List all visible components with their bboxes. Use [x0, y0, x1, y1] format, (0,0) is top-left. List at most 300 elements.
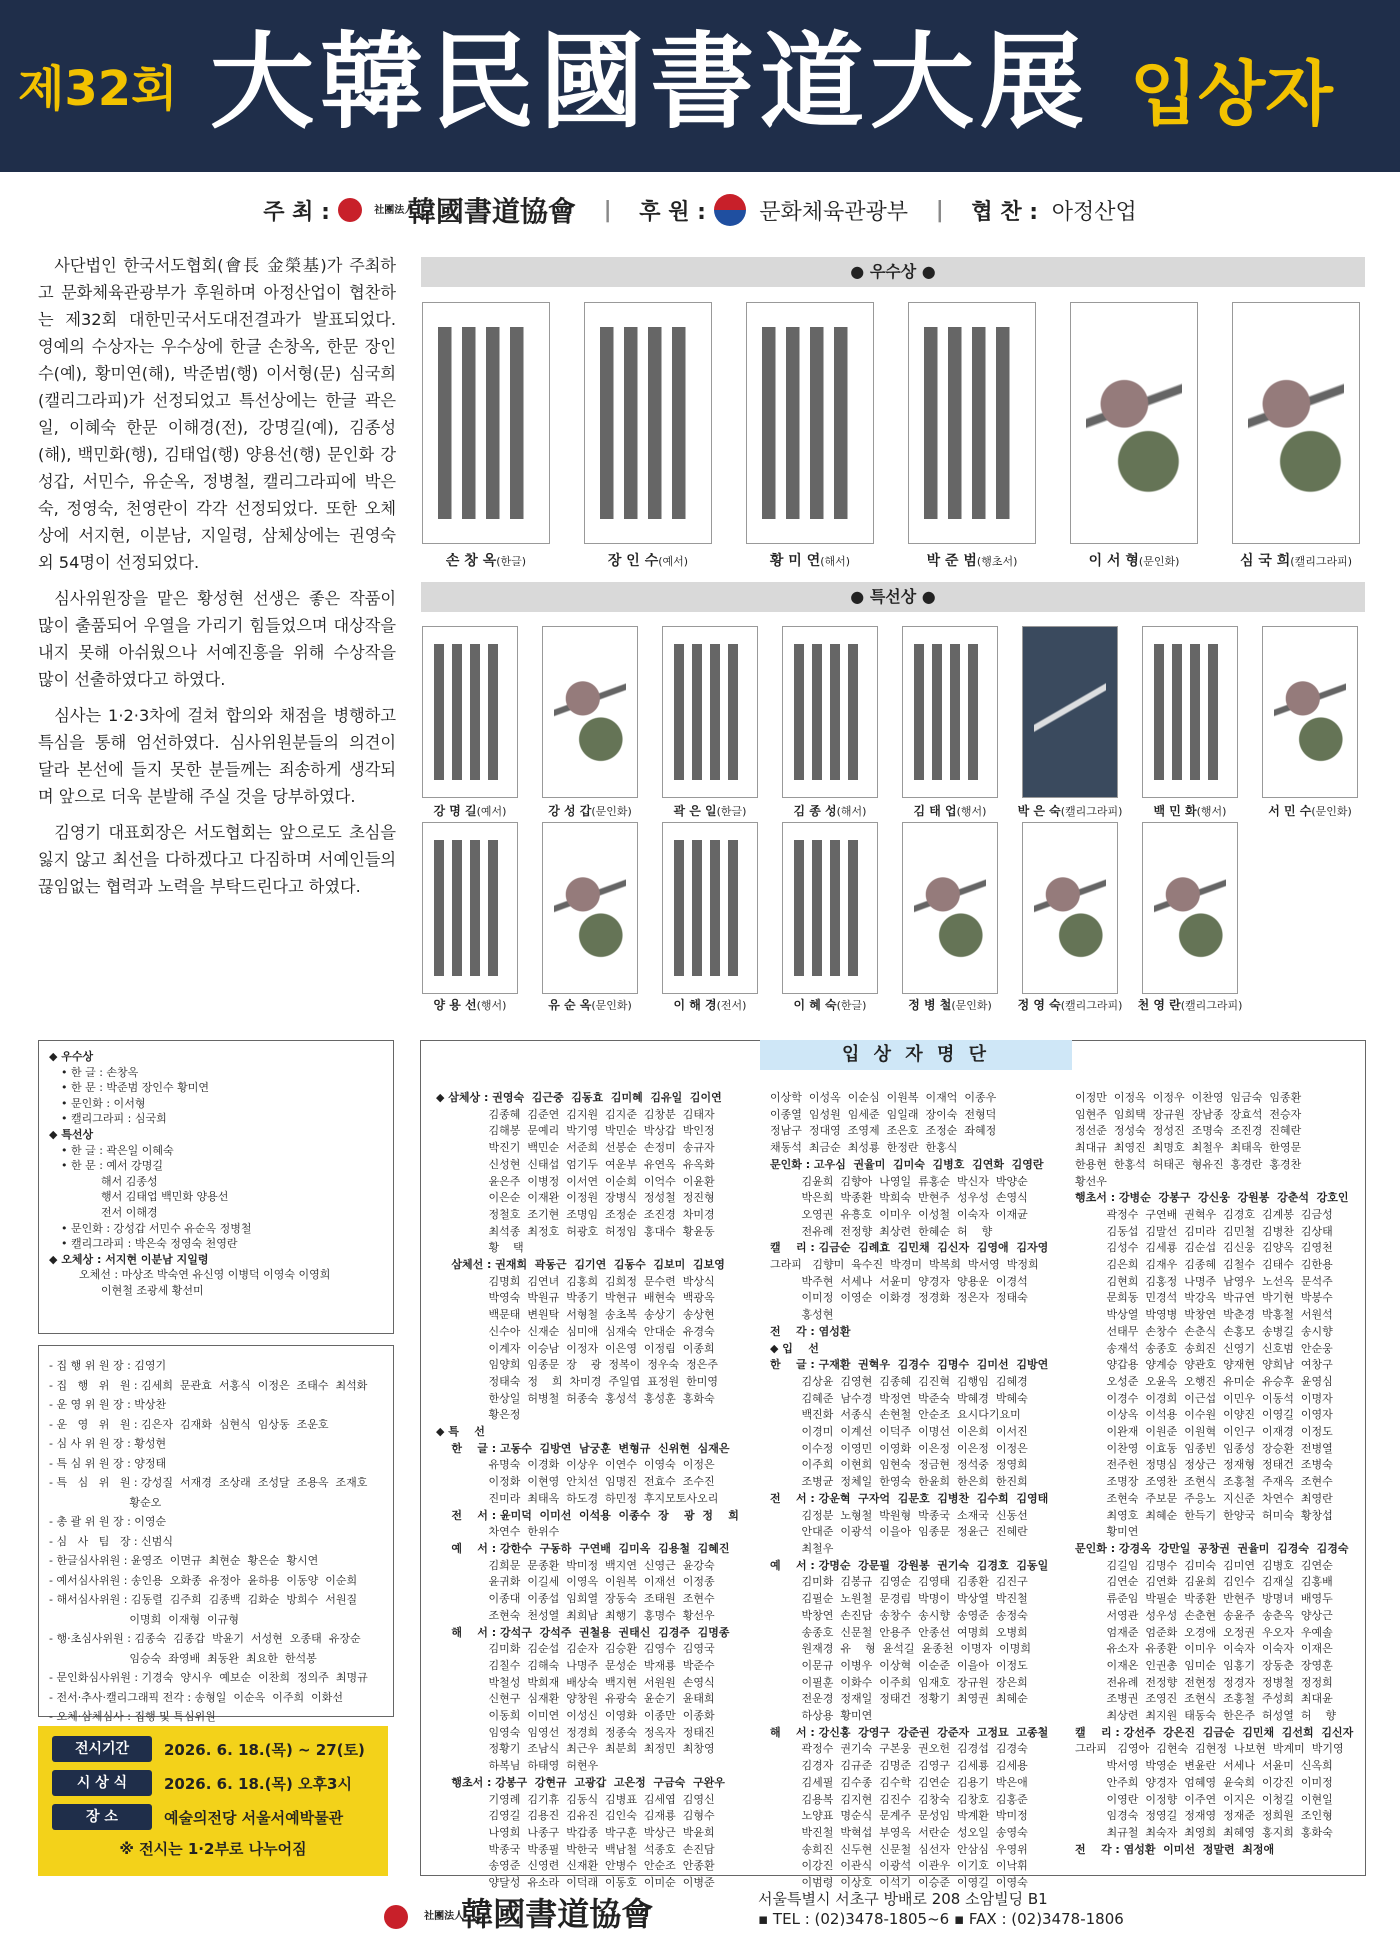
artwork-caption [532, 802, 648, 819]
artwork-image [1022, 822, 1118, 994]
committee-line: - 심 사 위 원 장 : 황성현 [49, 1437, 167, 1450]
winner-line: 전주헌 정명심 정상근 정재형 정태건 조병숙 [1075, 1458, 1333, 1472]
artwork-ink [434, 840, 505, 976]
winner-line: 캘 리 : 김금순 김례효 김민채 김신자 김영애 김자영 [770, 1241, 1049, 1255]
winner-line: 최상련 최지원 태동숙 한은주 허성열 허 향 [1075, 1709, 1337, 1723]
winner-line: 조명장 조영찬 조현식 조홍철 주재옥 조현수 [1075, 1475, 1333, 1489]
committee-line: - 총 괄 위 원 장 : 이영순 [49, 1515, 167, 1528]
winner-line: 백문태 변원탁 서형철 송초복 송상기 송상현 [436, 1308, 715, 1322]
artwork-image [422, 626, 518, 798]
artwork-caption [532, 996, 648, 1013]
edition-label: 제32회 [18, 61, 178, 117]
winner-line: 김상윤 김영현 김종혜 김진혁 김행임 김혜경 [770, 1374, 1028, 1388]
winner-line: 이강진 이관식 이광석 이관우 이기호 이낙휘 [770, 1859, 1028, 1873]
awards-summary-box [38, 1040, 394, 1334]
award-line: 해서 김종성 [101, 1174, 158, 1188]
winner-line: 예 서 : 강한수 구동하 구연배 김미옥 김용철 김혜진 [436, 1541, 730, 1555]
winner-line: 이정화 이현영 안치선 임명진 전효수 조수진 [436, 1475, 715, 1489]
award-value: 2026. 6. 18.(목) 오후3시 [164, 1774, 352, 1793]
artwork-image [662, 626, 758, 798]
artwork-image [422, 822, 518, 994]
winner-line: 김필순 노원철 문경림 박명이 박상열 박진철 [770, 1592, 1028, 1606]
artwork-caption [892, 996, 1008, 1013]
winner-line: 박서영 박영순 변윤란 서세나 서윤미 신옥희 [1075, 1759, 1333, 1773]
winner-line: 문인화 : 강경옥 강만일 공창권 권율미 김경숙 김경숙 [1075, 1541, 1349, 1555]
artwork-caption [1132, 996, 1248, 1013]
winner-line: 이상옥 이석용 이수원 이양진 이영길 이영자 [1075, 1408, 1333, 1422]
artist-name: 강 명 길 [433, 804, 477, 818]
artwork-image [1022, 626, 1118, 798]
artwork-image [782, 626, 878, 798]
period-row [52, 1736, 374, 1762]
committee-line: - 행·초심사위원 : 김종숙 김종갑 박윤기 서성현 오종태 유장순 [49, 1632, 361, 1645]
award-line: • 한 문 : 예서 강명길 [61, 1159, 164, 1173]
committee-line: - 문인화심사위원 : 기경숙 양시우 예보순 이찬희 정의주 최명규 [49, 1671, 368, 1684]
winner-line: 이종대 이종섭 임희열 장동숙 조태원 조현수 [436, 1592, 715, 1606]
winner-line: 백진화 서종식 손현철 안순조 요시다기요미 [770, 1408, 1021, 1422]
award-line: 오체선 : 마상조 박숙연 유신영 이병덕 이영숙 이영희 [79, 1268, 331, 1282]
artwork-category: (문인화) [591, 999, 632, 1012]
exhibit-info-box [38, 1726, 388, 1876]
winner-line: 한용현 한홍석 허태곤 형유진 홍경란 홍경찬 [1075, 1157, 1302, 1171]
artist-name: 정 영 숙 [1017, 998, 1061, 1012]
winner-line: 최규철 최숙자 최영희 최혜영 홍지희 홍화숙 [1075, 1825, 1333, 1839]
artist-name: 백 민 화 [1153, 804, 1197, 818]
winner-line: 해 서 : 강석구 강석주 권철용 권태신 김경주 김명종 [436, 1625, 730, 1639]
winner-line: 황은정 [436, 1408, 521, 1422]
committee-line: - 특 심 위 원 : 강성질 서재경 조상래 조성달 조용옥 조재호 [49, 1476, 368, 1489]
winners-list-title: 입 상 자 명 단 [760, 1040, 1072, 1070]
committee-line: - 전서·추사·캘리그래픽 전각 : 송형일 이순옥 이주희 이화선 [49, 1690, 344, 1704]
support-name: 문화체육관광부 [759, 199, 909, 225]
footer-org-name: 韓國書道協會 [461, 1895, 654, 1933]
artist-name: 곽 은 일 [673, 804, 717, 818]
winner-line: 정황기 조남식 최근우 최분희 최정민 최창영 [436, 1742, 715, 1756]
artwork-ink [1274, 644, 1345, 780]
winner-line: 선태무 손창수 손춘식 손홍모 송병길 송시향 [1075, 1324, 1333, 1338]
committee-line: - 운 영 위 원 장 : 박상찬 [49, 1398, 167, 1411]
artwork-category: (예서) [476, 805, 507, 818]
venue-label: 장 소 [52, 1804, 152, 1830]
artwork-ink [914, 644, 985, 780]
committee-line: 황순오 [49, 1495, 162, 1509]
footer-contact: ▪ TEL : (02)3478-1805~6 ▪ FAX : (02)3478-1806 [758, 1910, 1124, 1928]
winner-line: 조병균 정체일 한영숙 한윤희 한은희 한진희 [770, 1475, 1028, 1489]
award-line: ◆ 특선상 [49, 1127, 94, 1141]
winner-line: 곽정수 권기숙 구본웅 권오헌 김경섭 김경숙 [770, 1742, 1028, 1756]
artwork-caption [892, 802, 1008, 819]
artwork-category: (문인화) [591, 805, 632, 818]
winner-line: 안주희 양경자 엄혜영 윤숙희 이강진 이미정 [1075, 1775, 1333, 1789]
artwork-image [542, 626, 638, 798]
winner-line: 박진기 백민순 서준희 선봉순 손정미 송규자 [436, 1141, 715, 1155]
winner-line: 해 서 : 강신홍 강영구 강준권 강준자 고정묘 고종철 [770, 1725, 1049, 1739]
winner-line: 이은순 이재완 이정원 장병식 정성철 정진형 [436, 1191, 715, 1205]
divider: | [603, 197, 612, 223]
winner-line: 김은희 김재우 김종혜 김철수 김태수 김한용 [1075, 1258, 1333, 1272]
artwork-caption [1132, 802, 1248, 819]
winner-line: 황 택 [436, 1241, 524, 1255]
winner-line: 김영길 김용진 김유진 김인숙 김재룡 김형수 [436, 1809, 715, 1823]
footer-address: 서울특별시 서초구 방배로 208 소암빌딩 B1 [758, 1890, 1048, 1908]
winner-line: 윤귀화 이길세 이영옥 이원복 이재선 이정종 [436, 1575, 715, 1589]
artwork-category: (예서) [658, 555, 689, 568]
artwork-image [1262, 626, 1358, 798]
winner-line: 이수정 이영민 이영화 이은정 이은정 이정은 [770, 1441, 1028, 1455]
winner-line: 김성수 김세룡 김순섭 김신웅 김양옥 김영천 [1075, 1241, 1333, 1255]
award-line: • 한 글 : 곽은일 이혜숙 [61, 1143, 174, 1157]
winner-line: 캘 리 : 강선주 강은진 김금순 김민채 김선희 김신자 [1075, 1725, 1354, 1739]
period-value: 2026. 6. 18.(목) ~ 27(토) [164, 1740, 365, 1759]
artwork-image [1142, 626, 1238, 798]
winner-line: 전 서 : 윤미덕 이미선 이석용 이종수 장 광 정 희 [436, 1508, 739, 1522]
artwork-image [584, 302, 712, 544]
winner-line: 김미화 김순섭 김순자 김승환 김영수 김영국 [436, 1642, 715, 1656]
winner-line: 박주현 서세나 서윤미 양경자 양용운 이경석 [770, 1274, 1028, 1288]
artwork-category: (행서) [1196, 805, 1227, 818]
winner-line: 김종혜 김준연 김지원 김지준 김창분 김태자 [436, 1107, 715, 1121]
winners-column-2 [770, 1090, 1070, 1890]
winner-line: 황선우 [1075, 1174, 1107, 1188]
winner-line: 조현숙 주보문 주응노 지신준 차연수 최영란 [1075, 1491, 1333, 1505]
artwork-ink [1034, 840, 1105, 976]
artwork-ink [674, 644, 745, 780]
committee-line: - 특 심 위 원 장 : 양정태 [49, 1456, 167, 1470]
artwork-ink [434, 644, 505, 780]
artwork-image [746, 302, 874, 544]
artwork-caption [412, 996, 528, 1013]
winner-line: 김윤희 김향아 나영일 류홍순 박신자 박양순 [770, 1174, 1028, 1188]
article-paragraph: 심사는 1·2·3차에 걸쳐 합의와 채점을 병행하고 특심을 통해 엄선하였다. 심사위원분들의 의견이 달라 본선에 들지 못한 분들께는 죄송하게 생각되며 앞으로 더욱 분발해 주실 것을 당부하였다. [38, 706, 396, 806]
artist-name: 강 성 갑 [548, 804, 592, 818]
artist-name: 손 창 옥 [445, 553, 497, 569]
winner-line: 송영준 신영련 신재환 안병수 안순조 안종환 [436, 1859, 715, 1873]
venue-value: 예술의전당 서울서예박물관 [164, 1808, 344, 1827]
winner-line: 송희진 신두현 신문철 심선자 안삼심 우영위 [770, 1842, 1028, 1856]
winner-line: 이문규 이병우 이상혁 이순준 이을아 이정도 [770, 1658, 1028, 1672]
winner-line: 유소자 유종환 이미우 이숙자 이숙자 이재은 [1075, 1642, 1333, 1656]
article-paragraph: 김영기 대표회장은 서도협회는 앞으로도 초심을 잃지 않고 최선을 다하겠다고 다짐하며 서예인들의 끊임없는 협력과 노력을 부탁드린다고 하였다. [38, 823, 396, 896]
winner-line: 이정만 이정옥 이정우 이찬영 임금숙 임종환 [1075, 1091, 1302, 1104]
winner-line: 윤은주 이병정 이서연 이순희 이억수 이윤환 [436, 1174, 715, 1188]
artwork-category: (전서) [716, 999, 747, 1012]
winner-line: 최영호 최혜순 한득기 한양국 허미숙 황창섭 [1075, 1508, 1333, 1522]
artist-name: 이 해 경 [673, 998, 717, 1012]
winner-line: 박진철 박혁섭 부영옥 서란순 성오일 송영숙 [770, 1825, 1028, 1839]
winner-line: 박종국 박종필 박한국 백남철 석종호 손진담 [436, 1842, 715, 1856]
artwork-ink [924, 327, 1020, 519]
artwork-image [1142, 822, 1238, 994]
artwork-ink [674, 840, 745, 976]
artwork-category: (행서) [956, 805, 987, 818]
winner-line: 이재온 인권총 임미순 임홍기 장동춘 장영훈 [1075, 1658, 1333, 1672]
winner-line: 홍성현 [770, 1308, 834, 1322]
winner-line: 이경수 이경희 이근섭 이민우 이동석 이명자 [1075, 1391, 1333, 1405]
winner-line: 한 글 : 구재환 권혁우 김경수 김명수 김미선 김방연 [770, 1358, 1049, 1372]
winner-line: 이동희 이미연 이성신 이영화 이종만 이종화 [436, 1709, 715, 1723]
winner-line: 조병권 조영진 조현식 조홍철 주성희 최대윤 [1075, 1692, 1333, 1706]
artwork-image [908, 302, 1036, 544]
artist-name: 박 준 범 [926, 553, 977, 569]
winner-line: 박창연 손진담 송창수 송시향 송영준 송정숙 [770, 1608, 1028, 1622]
winner-line: 김해봉 문예리 박기영 박민순 박상갑 박인정 [436, 1124, 715, 1138]
winner-line: 그라피 김향미 육수진 박경미 박복희 박서영 박정희 [770, 1258, 1039, 1272]
artwork-category: (캘리그라피) [1290, 555, 1353, 568]
winner-line: 김미화 김봉규 김영순 김영태 김종환 김진구 [770, 1575, 1028, 1589]
host-tag: 社團法人 [374, 204, 415, 216]
article-paragraph: 심사위원장을 맡은 황성현 선생은 좋은 작품이 많이 출품되어 우열을 가리기 힘들었으며 대상작을 내지 못해 아쉬웠으나 서예진흥을 위해 수상작을 많이 선출하였다고 하였다. [38, 589, 396, 689]
artwork-caption [772, 996, 888, 1013]
artwork-category: (캘리그라피) [1060, 999, 1123, 1012]
winner-line: 김연순 김연화 김윤희 김인수 김재실 김홍배 [1075, 1575, 1333, 1589]
winner-line: 박철성 박희재 배상숙 백지현 서원원 손영식 [436, 1675, 715, 1689]
artwork-ink [554, 840, 625, 976]
artwork-ink [794, 644, 865, 780]
artwork-image [1232, 302, 1360, 544]
winner-line: 전유례 전정향 전현정 정경자 정병철 정정희 [1075, 1675, 1333, 1689]
artwork-image [902, 626, 998, 798]
artwork-caption [1222, 550, 1370, 570]
winner-line: 김경자 김규준 김명준 김영구 김세룡 김세용 [770, 1759, 1028, 1773]
artist-name: 이 혜 숙 [793, 998, 837, 1012]
award-line: ◆ 우수상 [49, 1050, 94, 1063]
winner-line: 원재경 유 형 윤석길 윤종천 이명자 이명희 [770, 1642, 1032, 1656]
winner-line: 하복님 하태영 허현우 [436, 1759, 599, 1773]
artwork-caption [1012, 996, 1128, 1013]
winner-line: 전 각 : 염성환 [770, 1324, 851, 1338]
winner-line: 류준임 박필순 박종환 반현주 방명녀 배영두 [1075, 1592, 1333, 1606]
artist-name: 유 순 옥 [548, 998, 592, 1012]
winner-line: 오영권 유흥호 이미우 이성철 이숙자 이재균 [770, 1207, 1028, 1221]
footer-address-block [758, 1889, 1124, 1929]
committee-line: - 예서심사위원 : 송인용 오화종 유정아 윤하용 이동양 이순희 [49, 1573, 358, 1587]
winner-line: 진미라 최태옥 하도경 하민정 후지모토사오리 [436, 1491, 719, 1505]
winner-line: 김정분 노형철 박원형 박종국 소재국 신동선 [770, 1508, 1028, 1522]
artwork-category: (행서) [476, 999, 507, 1012]
association-logo-icon [384, 1905, 408, 1929]
artwork-ink [794, 840, 865, 976]
winner-line: 김세필 김수종 김수학 김연순 김용기 박은애 [770, 1775, 1028, 1789]
award-label: 시 상 식 [52, 1770, 152, 1796]
artwork-image [782, 822, 878, 994]
header-banner [0, 0, 1400, 172]
period-label: 전시기간 [52, 1736, 152, 1762]
winner-line: 노양표 명순식 문계주 문성임 박계환 박미정 [770, 1809, 1028, 1823]
artwork-category: (행초서) [976, 555, 1018, 568]
winner-line: ◆ 입 선 [770, 1341, 819, 1355]
artwork-ink [438, 327, 534, 519]
winner-line: 박상열 박영병 박창연 박춘경 박홍철 서원석 [1075, 1308, 1333, 1322]
winner-line: 기영례 김기휴 김동식 김병표 김세엽 김영신 [436, 1792, 715, 1806]
winner-line: 양갑용 양계승 양관호 양재현 양희남 여창구 [1075, 1358, 1333, 1372]
winner-line: 신성현 신태섭 엄기두 여운부 유연옥 유옥화 [436, 1157, 715, 1171]
committee-line: 임승숙 좌영배 최동완 최요한 한석봉 [49, 1651, 317, 1665]
winner-line: 정선준 정성숙 정성진 조명숙 조진경 진혜란 [1075, 1124, 1302, 1138]
winner-line: 정남구 정대영 조영제 조은호 조정순 좌혜정 [770, 1124, 997, 1138]
support-label: 후 원 : [639, 199, 706, 225]
award-line: • 한 글 : 손창옥 [61, 1065, 139, 1079]
artwork-image [542, 822, 638, 994]
artwork-image [422, 302, 550, 544]
artwork-category: (문인화) [1138, 555, 1180, 568]
winner-line: 곽정수 구연배 권혁우 김경호 김계봉 김금성 [1075, 1207, 1333, 1221]
artwork-caption [652, 802, 768, 819]
artwork-caption [1012, 802, 1128, 819]
artwork-caption [412, 550, 560, 570]
winner-line: 박은희 박종환 박희숙 반현주 성우성 손영식 [770, 1191, 1028, 1205]
artwork-category: (한글) [716, 805, 747, 818]
winner-line: 이종열 임성원 임세준 임일래 장이숙 전형덕 [770, 1107, 997, 1121]
winner-line: 문희동 민경석 박강옥 박규연 박기현 박봉수 [1075, 1291, 1333, 1305]
artwork-ink [1086, 327, 1182, 519]
artwork-ink [1154, 644, 1225, 780]
winner-line: 유명숙 이경화 이상우 이연수 이영숙 이정은 [436, 1458, 715, 1472]
assist-label: 협 찬 : [971, 199, 1039, 225]
committee-line: - 운 영 위 원 : 김은자 김재화 심현식 임상동 조운호 [49, 1417, 329, 1431]
artwork-category: (문인화) [1311, 805, 1352, 818]
winner-line: 나영희 나종구 박갑종 박구훈 박상근 박윤희 [436, 1825, 715, 1839]
winner-line: 임경숙 정영길 정재영 정재준 정희원 조인형 [1075, 1809, 1333, 1823]
committee-line: - 집 행 위 원 : 김세희 문관효 서홍식 이정은 조태수 최석화 [49, 1378, 368, 1392]
artist-name: 김 종 성 [793, 804, 837, 818]
artwork-caption [736, 550, 884, 570]
artwork-category: (한글) [496, 555, 527, 568]
artist-name: 박 은 숙 [1017, 804, 1061, 818]
artwork-category: (문인화) [951, 999, 992, 1012]
exhibition-title: 大韓民國書道大展 [210, 20, 1091, 143]
winner-line: 최대규 최영진 최명호 최철우 최태옥 한영문 [1075, 1141, 1302, 1155]
winner-line: 하상용 황미연 [770, 1709, 873, 1723]
winner-line: 이완재 이원준 이원혁 이인구 이재경 이정도 [1075, 1425, 1333, 1439]
artist-name: 천 영 란 [1137, 998, 1181, 1012]
winners-column-3 [1075, 1090, 1360, 1870]
award-line: • 문인화 : 강성갑 서민수 유순옥 정병철 [61, 1221, 252, 1235]
artwork-caption [574, 550, 722, 570]
artwork-ink [1034, 644, 1105, 780]
winner-line: 김동섭 김말선 김미라 김민철 김병찬 김상태 [1075, 1224, 1333, 1238]
winner-line: 정태숙 정 희 차미경 주일엽 표정원 한미영 [436, 1374, 719, 1388]
winner-line: 양달성 유소라 이덕래 이동호 이미순 이병준 [436, 1876, 715, 1890]
artist-name: 장 인 수 [607, 553, 659, 569]
taeguk-logo-icon [714, 194, 746, 226]
winner-line: 행초서 : 강병순 강봉구 강신웅 강원봉 강춘석 강호인 [1075, 1191, 1349, 1205]
venue-row [52, 1804, 374, 1830]
artwork-category: (캘리그라피) [1180, 999, 1243, 1012]
winner-line: 황미연 [1075, 1525, 1139, 1539]
winner-line: 이경미 이계선 이덕주 이명선 이은희 이서진 [770, 1425, 1028, 1439]
artwork-caption [412, 802, 528, 819]
winner-line: 신현구 심재환 양창원 유광숙 윤순기 윤태희 [436, 1692, 715, 1706]
award-line: • 한 문 : 박준범 장인수 황미연 [61, 1081, 210, 1095]
committee-line: - 심 사 팀 장 : 신범식 [49, 1534, 174, 1548]
artwork-category: (한글) [836, 999, 867, 1012]
winner-line: 임양희 임종문 장 광 정복이 정우숙 정은주 [436, 1358, 719, 1372]
winner-line: 김현희 김홍정 나명주 남영우 노선옥 문석주 [1075, 1274, 1333, 1288]
committee-line: - 집 행 위 원 장 : 김영기 [49, 1359, 167, 1372]
winner-line: 김명희 김연녀 김홍희 김희정 문수련 박상식 [436, 1274, 715, 1288]
winner-line: ◆ 삼체상 : 권영숙 김근중 김동효 김미혜 김유일 김이연 [436, 1091, 722, 1104]
artwork-category: (해서) [836, 805, 867, 818]
committee-line: - 오체·삼체심사 : 집행 및 특심위원 [49, 1710, 216, 1723]
artist-name: 김 태 업 [913, 804, 957, 818]
committee-line: 이명희 이재형 이규형 [49, 1612, 240, 1626]
winner-line: 이상학 이성옥 이순심 이원복 이재억 이종우 [770, 1091, 997, 1104]
winner-line: 문인화 : 고우심 권율미 김미숙 김병호 김연화 김영란 [770, 1157, 1044, 1171]
artwork-ink [554, 644, 625, 780]
winner-line: 송재석 송종호 송희진 신영기 신호범 안순웅 [1075, 1341, 1333, 1355]
divider: | [935, 197, 944, 223]
winner-line: 채동석 최금순 최성룡 한정란 한홍식 [770, 1141, 958, 1155]
committee-box [38, 1345, 394, 1723]
award-row [52, 1770, 374, 1796]
committee-line: - 해서심사위원 : 김동렬 김주희 김종백 김화순 방희수 서원질 [49, 1593, 358, 1606]
article-paragraph: 사단법인 한국서도협회(會長 金榮基)가 주최하고 문화체육관광부가 후원하며 아정산업이 협찬하는 제32회 대한민국서도대전결과가 발표되었다. 영예의 수상자는 우수상에 한글 손창옥, 한문 장인수(예), 황미연(해), 박준범(행) 이서형(문) 심국희(캘리그라피)가 선정되었고 특선상에는 한글 곽은일, 이혜숙 한문 이해경(전), 강명길(예), 김종성(해), 백민화(행), 김태업(행) 양용선(행) 문인화 강성갑, 서민수, 유순옥, 정병철, 캘리그라피에 박은숙, 정영숙, 천영란이 각각 선정되었다. 또한 오체상에 서지현, 이분남, 지일령, 삼체상에는 권영숙 외 54명이 선정되었다. [38, 256, 396, 572]
artwork-caption [652, 996, 768, 1013]
winner-line: 오성준 오윤옥 오행진 유미순 유승후 윤영심 [1075, 1374, 1333, 1388]
winner-line: 행초서 : 강봉구 강현규 고광갑 고은정 구금숙 구완우 [436, 1775, 725, 1789]
host-name: 韓國書道協會 [407, 195, 576, 228]
winner-line: 차연수 한위수 [436, 1525, 560, 1539]
exhibit-note: ※ 전시는 1·2부로 나누어짐 [119, 1840, 307, 1858]
artwork-ink [914, 840, 985, 976]
winner-line: 이미정 이영순 이화경 정경화 정은자 정태숙 [770, 1291, 1028, 1305]
winner-line: 최석종 최정호 허광호 허정임 홍대수 황윤동 [436, 1224, 715, 1238]
winner-line: 안대준 이광석 이을아 임종문 정윤근 진혜란 [770, 1525, 1028, 1539]
winner-line: 임현주 임희택 장규원 장남종 장효석 전승자 [1075, 1107, 1302, 1121]
winner-line: 조현숙 천성열 최희남 최행기 홍명수 황선우 [436, 1608, 715, 1622]
winner-line: 이영란 이정향 이주연 이지은 이청길 이현일 [1075, 1792, 1333, 1806]
winner-line: 이범령 이상호 이석기 이승준 이영길 이영숙 [770, 1876, 1028, 1890]
special-heading: ● 특선상 ● [421, 582, 1365, 612]
winner-line: 한상일 허병철 허종숙 홍성석 홍성훈 홍화숙 [436, 1391, 715, 1405]
artist-name: 양 용 선 [433, 998, 477, 1012]
host-label: 주 최 : [263, 199, 330, 225]
winner-line: 전 각 : 염성환 이미선 정말련 최정애 [1075, 1842, 1275, 1856]
award-line: • 캘리그라피 : 박은숙 정영숙 천영란 [61, 1237, 238, 1251]
winner-line: 엄재준 엄준화 오경애 오정권 우오자 우예솔 [1075, 1625, 1333, 1639]
article-text [38, 252, 396, 909]
excellence-heading: ● 우수상 ● [421, 257, 1365, 287]
winner-line: 김혜준 남수경 박정연 박준숙 박혜경 박혜숙 [770, 1391, 1028, 1405]
winner-line: 김길임 김명수 김미숙 김미연 김병호 김연순 [1075, 1558, 1333, 1572]
award-line: • 캘리그라피 : 심국희 [61, 1112, 167, 1126]
winner-line: 이필훈 이화수 이주희 임재호 장규원 장은희 [770, 1675, 1028, 1689]
winner-line: 삼체선 : 권재희 곽동근 김기연 김동수 김보미 김보영 [436, 1258, 725, 1272]
artwork-image [1070, 302, 1198, 544]
winner-line: 박영숙 박원규 박종기 박현규 배현숙 백광옥 [436, 1291, 715, 1305]
artwork-ink [1154, 840, 1225, 976]
footer [0, 1885, 1400, 1935]
winner-line: 임영숙 임영선 정경희 정종숙 정옥자 정태진 [436, 1725, 715, 1739]
footer-org [384, 1889, 653, 1935]
artwork-category: (해서) [820, 555, 851, 568]
award-line: ◆ 오체상 : 서지현 이분남 지일령 [49, 1252, 209, 1266]
winner-line: 이찬영 이효동 임종빈 임종성 장승환 전병열 [1075, 1441, 1333, 1455]
artwork-ink [1248, 327, 1344, 519]
winner-line: 전 서 : 강운혁 구자억 김문호 김병찬 김수희 김영태 [770, 1491, 1049, 1505]
artist-name: 서 민 수 [1268, 804, 1312, 818]
award-line: 전서 이해경 [101, 1205, 158, 1219]
association-logo-icon [338, 198, 362, 222]
winner-line: 이계자 이승남 이정자 이은영 이정림 이종희 [436, 1341, 715, 1355]
winner-line: 김칠수 김해숙 나명주 문성순 박재룡 박준수 [436, 1658, 715, 1672]
artwork-caption [772, 802, 888, 819]
artist-name: 정 병 철 [908, 998, 952, 1012]
winner-line: 전유례 전정향 최상련 한혜순 허 향 [770, 1224, 993, 1238]
winner-line: 신수아 신재순 심미애 심재숙 안대순 유경숙 [436, 1324, 715, 1338]
artwork-ink [762, 327, 858, 519]
artwork-caption [1252, 802, 1368, 819]
